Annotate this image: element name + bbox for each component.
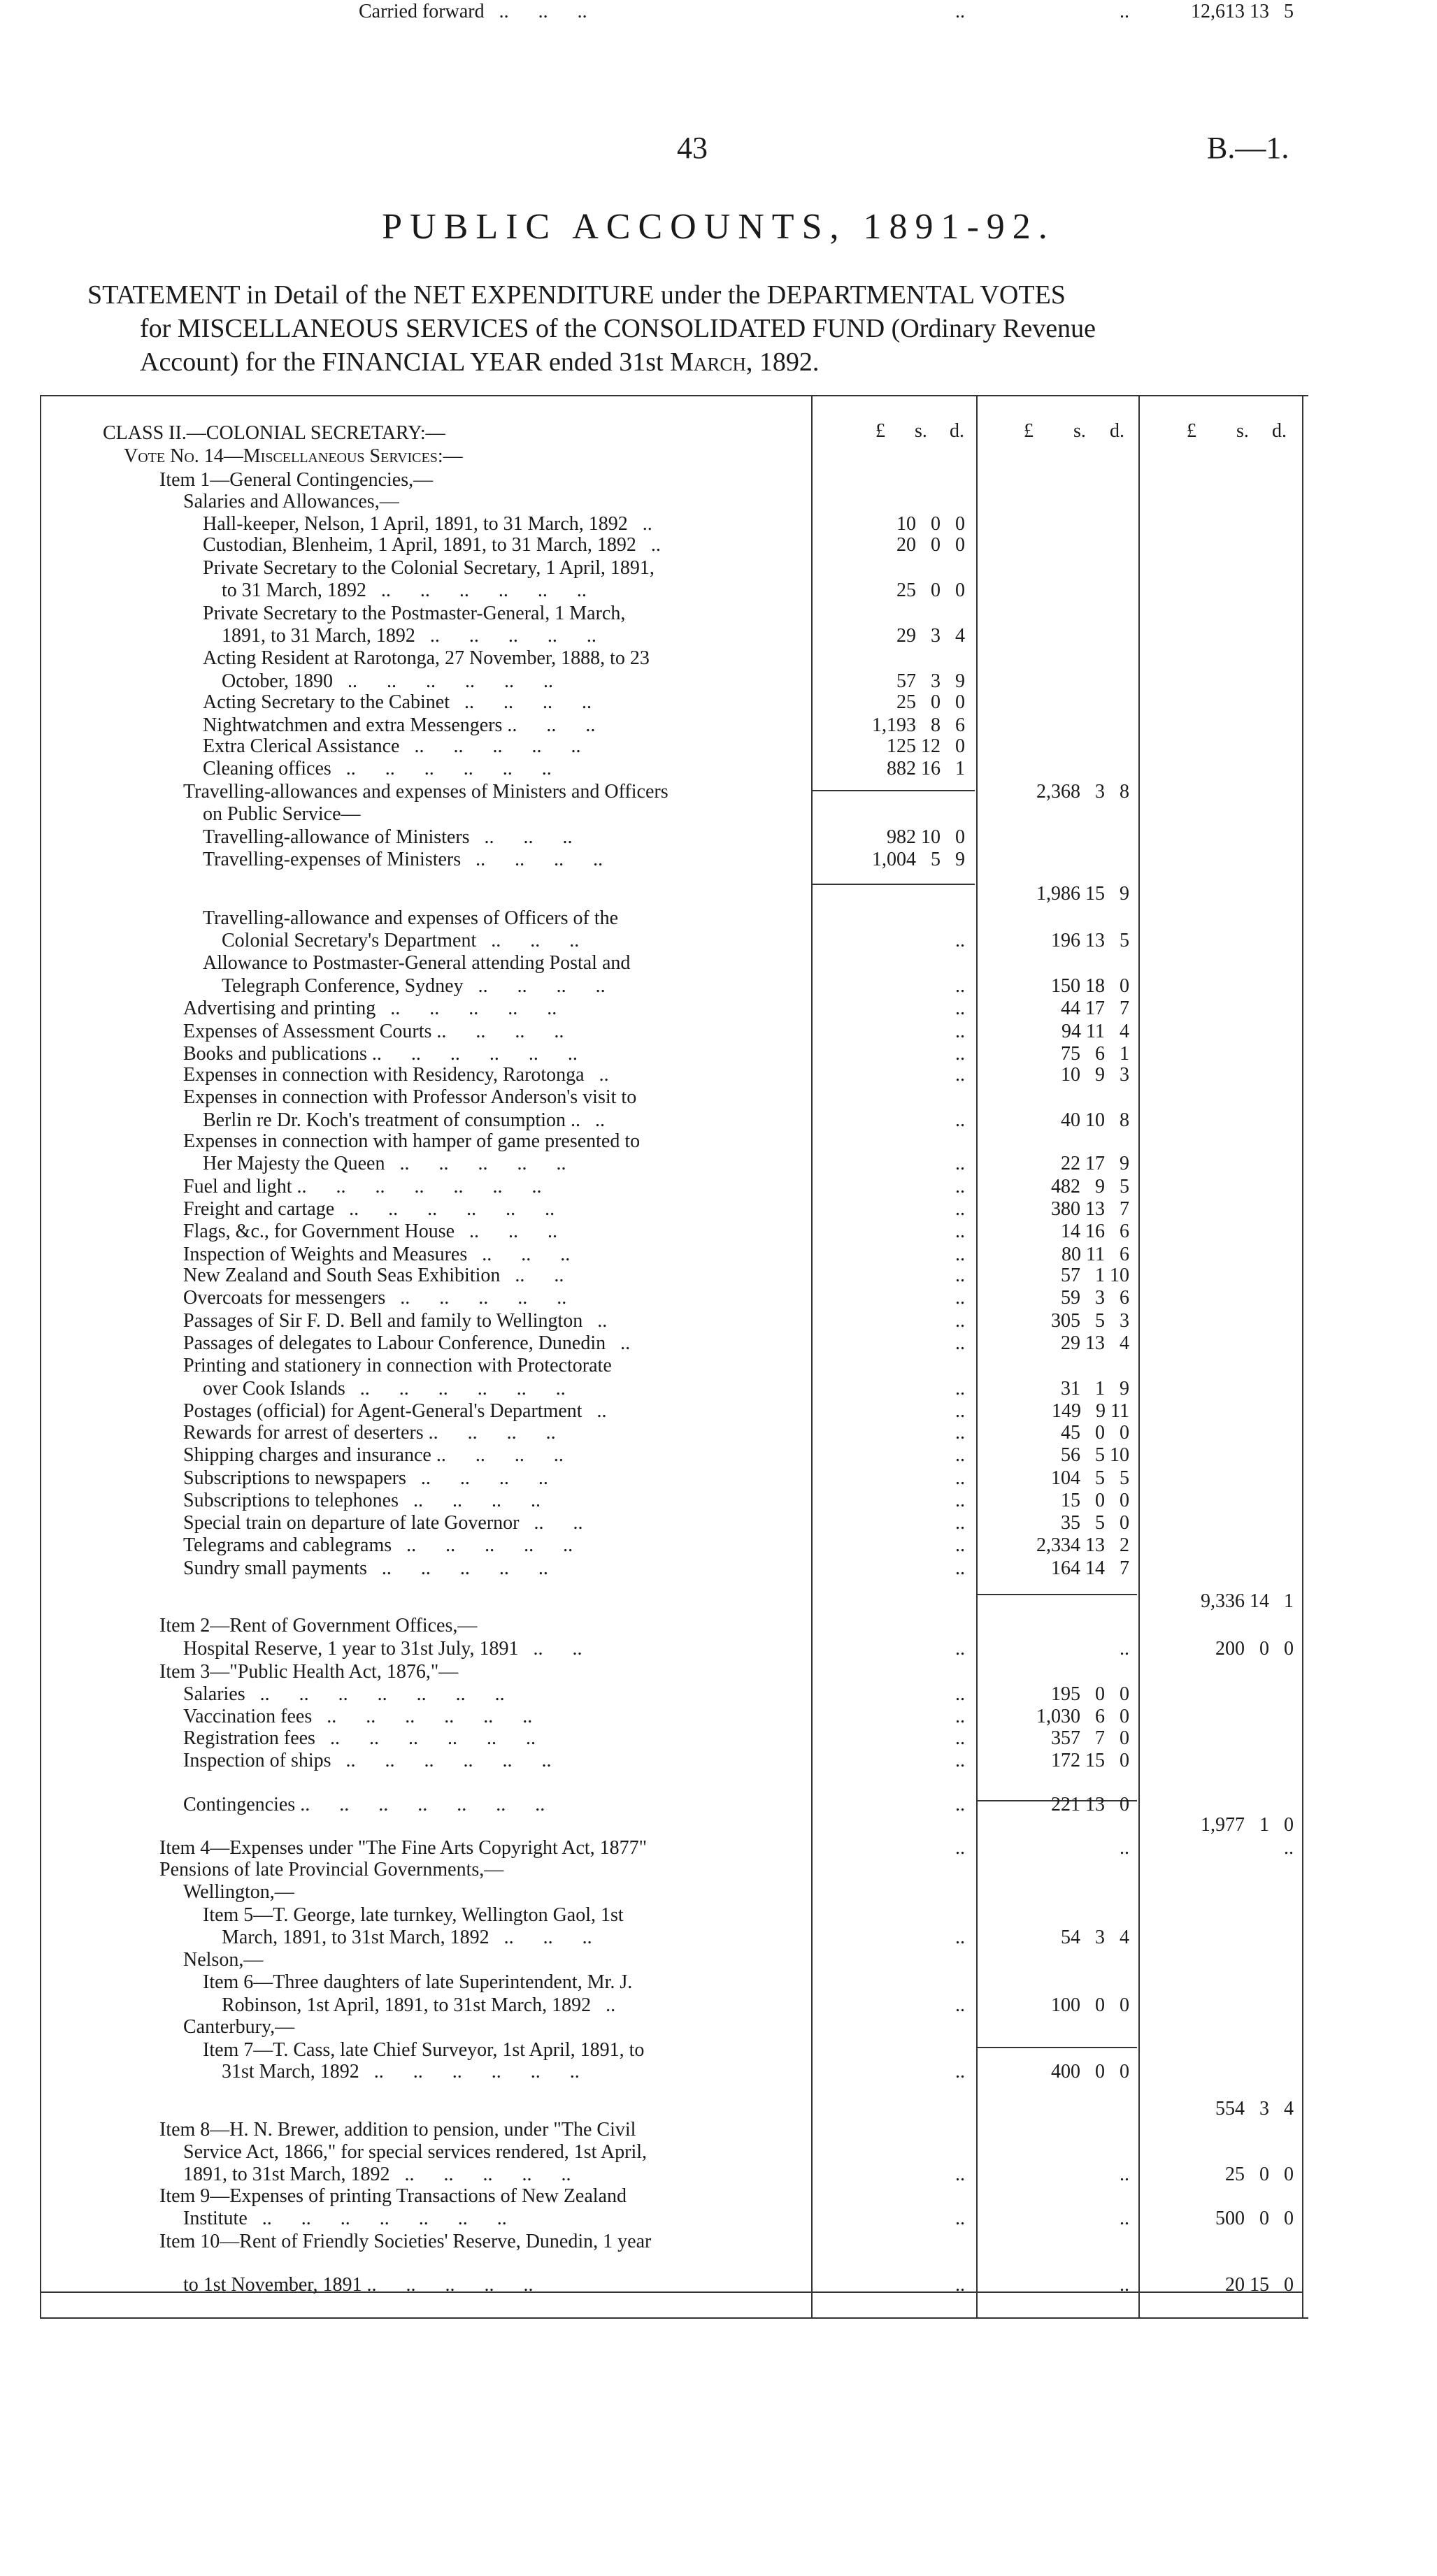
ledger-line <box>0 2015 1437 2038</box>
amount-column-2: 2,334 13 2 <box>1036 1534 1129 1556</box>
ledger-line <box>0 1727 1437 1750</box>
amount-column-2: 14 16 6 <box>1061 1221 1129 1242</box>
line-description: Subscriptions to newspapers .. .. .. .. <box>183 1467 548 1489</box>
line-description: Contingencies .. .. .. .. .. .. .. <box>183 1794 545 1815</box>
amount-column-2: 10 9 3 <box>1061 1064 1129 1086</box>
amount-column-2: 150 18 0 <box>1051 975 1129 997</box>
line-description: Extra Clerical Assistance .. .. .. .. .. <box>203 735 581 757</box>
ledger-line <box>0 997 1437 1020</box>
ledger-line <box>0 1557 1437 1580</box>
subtitle-line-2: for MISCELLANEOUS SERVICES of the CONSOLIDATED FUND (Ordinary Revenue <box>140 314 1096 343</box>
line-description: over Cook Islands .. .. .. .. .. .. <box>203 1378 566 1399</box>
line-description: Canterbury,— <box>183 2016 295 2038</box>
ledger-line <box>0 848 1437 871</box>
amount-column-1: .. <box>955 1400 965 1422</box>
ledger-line <box>0 2060 1437 2083</box>
page-title: PUBLIC ACCOUNTS, 1891-92. <box>382 207 1055 247</box>
line-description: Expenses in connection with Residency, Rarotonga .. <box>183 1064 609 1086</box>
amount-column-1: .. <box>955 1244 965 1265</box>
col2-shilling-header: s. <box>1073 420 1086 442</box>
amount-column-2: 22 17 9 <box>1061 1153 1129 1174</box>
line-description: Service Act, 1866," for special services rendered, 1st April, <box>183 2141 648 2163</box>
ledger-line <box>0 670 1437 693</box>
amount-column-2: 56 5 10 <box>1061 1444 1129 1466</box>
ledger-line <box>0 1467 1437 1490</box>
line-description: Expenses in connection with hamper of game presented to <box>183 1130 641 1152</box>
amount-column-1: .. <box>955 1927 965 1948</box>
amount-column-1: 982 10 0 <box>887 826 965 848</box>
line-description: Wellington,— <box>183 1881 294 1903</box>
ledger-line <box>0 1813 1437 1836</box>
line-description: March, 1891, to 31st March, 1892 .. .. .. <box>222 1927 592 1948</box>
ledger-line <box>0 1858 1437 1881</box>
amount-column-2: 1,030 6 0 <box>1036 1706 1129 1727</box>
line-description: Item 7—T. Cass, late Chief Surveyor, 1st April, 1891, to <box>203 2039 645 2061</box>
amount-column-2: 40 10 8 <box>1061 1109 1129 1131</box>
amount-column-2: 196 13 5 <box>1051 930 1129 951</box>
line-description: Pensions of late Provincial Governments,— <box>159 1859 504 1880</box>
ledger-line <box>0 1286 1437 1309</box>
ledger-line <box>0 1511 1437 1534</box>
ledger-line <box>0 468 1437 491</box>
amount-column-1: .. <box>955 930 965 951</box>
amount-column-2: 35 5 0 <box>1061 1512 1129 1534</box>
line-description: Fuel and light .. .. .. .. .. .. .. <box>183 1176 542 1197</box>
line-description: Expenses of Assessment Courts .. .. .. .. <box>183 1021 564 1042</box>
ledger-line <box>0 1660 1437 1683</box>
line-description: Passages of delegates to Labour Conference, Dunedin .. <box>183 1332 631 1354</box>
amount-column-3: 554 3 4 <box>1215 2098 1294 2120</box>
amount-column-2: 80 11 6 <box>1061 1244 1129 1265</box>
line-description: Item 9—Expenses of printing Transactions of New Zealand <box>159 2185 627 2207</box>
line-description: Travelling-allowance of Ministers .. .. .. <box>203 826 573 848</box>
col3-shilling-header: s. <box>1236 420 1249 442</box>
amount-column-1: .. <box>955 1310 965 1332</box>
amount-column-3: 9,336 14 1 <box>1201 1590 1294 1612</box>
line-description: Printing and stationery in connection with Protectorate <box>183 1355 612 1376</box>
amount-column-3: 20 15 0 <box>1225 2274 1294 2296</box>
ledger-line <box>0 1683 1437 1706</box>
ledger-line <box>0 1971 1437 1994</box>
ledger-line <box>0 1042 1437 1065</box>
line-description: Allowance to Postmaster-General attending Postal and <box>203 952 631 974</box>
ledger-line <box>0 2185 1437 2208</box>
amount-column-1: .. <box>955 1153 965 1174</box>
ledger-line <box>0 1705 1437 1728</box>
line-description: Robinson, 1st April, 1891, to 31st March, 1892 .. <box>222 1994 616 2016</box>
amount-column-1: .. <box>955 1 965 22</box>
amount-column-2: .. <box>1120 2208 1129 2229</box>
amount-column-1: 57 3 9 <box>896 670 965 692</box>
line-description: Travelling-expenses of Ministers .. .. .. .. <box>203 849 603 870</box>
ledger-line <box>0 2273 1437 2296</box>
ledger-line <box>0 602 1437 625</box>
line-description: on Public Service— <box>203 803 361 825</box>
amount-column-3: 500 0 0 <box>1215 2208 1294 2229</box>
line-description: Overcoats for messengers .. .. .. .. .. <box>183 1287 567 1309</box>
amount-column-3: 25 0 0 <box>1225 2164 1294 2185</box>
amount-column-2: 29 13 4 <box>1061 1332 1129 1354</box>
amount-column-1: 10 0 0 <box>896 513 965 535</box>
amount-column-2: 44 17 7 <box>1061 998 1129 1019</box>
line-description: CLASS II.—COLONIAL SECRETARY:— <box>103 422 445 444</box>
line-description: Item 10—Rent of Friendly Societies' Reserve, Dunedin, 1 year <box>159 2231 652 2252</box>
line-description: 1891, to 31 March, 1892 .. .. .. .. .. <box>222 625 596 647</box>
line-description: Telegraph Conference, Sydney .. .. .. .. <box>222 975 606 997</box>
document-reference: B.—1. <box>1207 131 1289 165</box>
amount-column-2: .. <box>1120 2274 1129 2296</box>
line-description: Item 2—Rent of Government Offices,— <box>159 1615 478 1636</box>
amount-column-2: 57 1 10 <box>1061 1265 1129 1286</box>
ledger-line <box>0 826 1437 849</box>
line-description: Flags, &c., for Government House .. .. .. <box>183 1221 558 1242</box>
ledger-line <box>0 1534 1437 1557</box>
amount-column-1: .. <box>955 1021 965 1042</box>
ledger-line <box>0 1590 1437 1613</box>
amount-column-2: 195 0 0 <box>1051 1683 1129 1705</box>
line-description: Registration fees .. .. .. .. .. .. <box>183 1727 536 1749</box>
amount-column-2: 482 9 5 <box>1051 1176 1129 1197</box>
amount-column-1: .. <box>955 1287 965 1309</box>
amount-column-1: .. <box>955 2164 965 2185</box>
ledger-line <box>0 929 1437 952</box>
line-description: Acting Resident at Rarotonga, 27 November, 1888, to 23 <box>203 647 650 669</box>
amount-column-2: 305 5 3 <box>1051 1310 1129 1332</box>
ledger-line <box>0 624 1437 647</box>
amount-column-1: .. <box>955 975 965 997</box>
ledger-line <box>0 907 1437 930</box>
line-description: Her Majesty the Queen .. .. .. .. .. <box>203 1153 566 1174</box>
subtitle-line-3-end: , 1892. <box>745 347 820 377</box>
amount-column-2: .. <box>1120 1638 1129 1660</box>
ledger-line <box>0 1086 1437 1109</box>
amount-column-1: 25 0 0 <box>896 580 965 601</box>
amount-column-1: .. <box>955 2274 965 2296</box>
line-description: Subscriptions to telephones .. .. .. .. <box>183 1490 541 1511</box>
amount-column-2: 75 6 1 <box>1061 1043 1129 1065</box>
line-description: Hospital Reserve, 1 year to 31st July, 1891 .. .. <box>183 1638 582 1660</box>
ledger-line <box>0 1904 1437 1927</box>
line-description: Custodian, Blenheim, 1 April, 1891, to 31 March, 1892 .. <box>203 534 661 556</box>
line-description: Cleaning offices .. .. .. .. .. .. <box>203 758 552 779</box>
ledger-line <box>0 882 1437 905</box>
ledger-line <box>0 714 1437 737</box>
line-description: Private Secretary to the Colonial Secretary, 1 April, 1891, <box>203 557 655 579</box>
line-description: Vote No. 14—Miscellaneous Services:— <box>124 445 463 467</box>
page-number: 43 <box>677 131 708 165</box>
subtitle-line-1: STATEMENT in Detail of the NET EXPENDITURE under the DEPARTMENTAL VOTES <box>87 280 1066 310</box>
ledger-line <box>0 556 1437 580</box>
ledger-line <box>0 974 1437 998</box>
ledger-line <box>0 512 1437 535</box>
ledger-line <box>0 1377 1437 1400</box>
amount-column-1: .. <box>955 1727 965 1749</box>
amount-column-2: 357 7 0 <box>1051 1727 1129 1749</box>
ledger-line <box>0 2038 1437 2061</box>
ledger-line <box>0 1020 1437 1043</box>
ledger-line <box>0 0 1437 23</box>
line-description: 1891, to 31st March, 1892 .. .. .. .. .. <box>183 2164 571 2185</box>
amount-column-1: .. <box>955 2061 965 2082</box>
line-description: Acting Secretary to the Cabinet .. .. .. .. <box>203 691 592 713</box>
amount-column-1: 1,004 5 9 <box>872 849 965 870</box>
amount-column-1: 125 12 0 <box>887 735 965 757</box>
ledger-line <box>0 1264 1437 1287</box>
col3-pence-header: d. <box>1272 420 1287 442</box>
line-description: Advertising and printing .. .. .. .. .. <box>183 998 557 1019</box>
ledger-line <box>0 2140 1437 2164</box>
amount-column-1: .. <box>955 1534 965 1556</box>
line-description: Berlin re Dr. Koch's treatment of consumption .. .. <box>203 1109 606 1131</box>
amount-column-1: .. <box>955 1837 965 1859</box>
amount-column-1: .. <box>955 1994 965 2016</box>
line-description: Sundry small payments .. .. .. .. .. <box>183 1557 548 1579</box>
line-description: Postages (official) for Agent-General's Department .. <box>183 1400 607 1422</box>
amount-column-3: 12,613 13 5 <box>1191 1 1294 22</box>
ledger-line <box>0 533 1437 556</box>
ledger-line <box>0 445 1437 468</box>
subtitle-line-3 <box>87 345 1315 379</box>
ledger-line <box>0 1175 1437 1198</box>
ledger-line <box>0 1749 1437 1772</box>
line-description: Inspection of Weights and Measures .. .. .. <box>183 1244 571 1265</box>
ledger-line <box>0 1130 1437 1153</box>
line-description: Item 6—Three daughters of late Superintendent, Mr. J. <box>203 1971 633 1993</box>
col3-pound-header: £ <box>1187 420 1196 442</box>
amount-column-1: .. <box>955 998 965 1019</box>
ledger-line <box>0 1880 1437 1904</box>
ledger-line <box>0 2230 1437 2253</box>
amount-column-2: 149 9 11 <box>1052 1400 1129 1422</box>
ledger-line <box>0 1948 1437 1971</box>
line-description: to 1st November, 1891 .. .. .. .. .. <box>183 2274 534 2296</box>
amount-column-1: 1,193 8 6 <box>872 714 965 736</box>
ledger-line <box>0 1399 1437 1423</box>
amount-column-1: 29 3 4 <box>896 625 965 647</box>
line-description: October, 1890 .. .. .. .. .. .. <box>222 670 554 692</box>
amount-column-1: .. <box>955 1444 965 1466</box>
line-description: Private Secretary to the Postmaster-General, 1 March, <box>203 603 626 624</box>
ledger-line <box>0 2163 1437 2186</box>
ledger-line <box>0 1197 1437 1221</box>
ledger-line <box>0 757 1437 780</box>
line-description: Item 4—Expenses under "The Fine Arts Copyright Act, 1877" <box>159 1837 648 1859</box>
ledger-line <box>0 579 1437 602</box>
amount-column-1: .. <box>955 1750 965 1771</box>
ledger-line <box>0 1152 1437 1175</box>
amount-column-1: .. <box>955 1198 965 1220</box>
ledger-line <box>0 1637 1437 1660</box>
ledger-line <box>0 1354 1437 1377</box>
line-description: Books and publications .. .. .. .. .. .. <box>183 1043 578 1065</box>
amount-column-1: .. <box>955 1422 965 1444</box>
col1-shilling-header: s. <box>915 420 927 442</box>
line-description: Passages of Sir F. D. Bell and family to Wellington .. <box>183 1310 608 1332</box>
statement-subtitle <box>87 278 1315 379</box>
ledger-line <box>0 1489 1437 1512</box>
line-description: to 31 March, 1892 .. .. .. .. .. .. <box>222 580 587 601</box>
amount-column-1: .. <box>955 1557 965 1579</box>
amount-column-1: .. <box>955 1221 965 1242</box>
line-description: Colonial Secretary's Department .. .. .. <box>222 930 580 951</box>
ledger-line <box>0 735 1437 758</box>
ledger-line <box>0 490 1437 513</box>
ledger-line <box>0 1836 1437 1859</box>
line-description: 31st March, 1892 .. .. .. .. .. .. <box>222 2061 580 2082</box>
amount-column-2: .. <box>1120 1 1129 22</box>
line-description: Nightwatchmen and extra Messengers .. .. .. <box>203 714 596 736</box>
line-description: Expenses in connection with Professor Anderson's visit to <box>183 1086 637 1108</box>
amount-column-2: .. <box>1120 1837 1129 1859</box>
ledger-line <box>0 803 1437 826</box>
amount-column-1: .. <box>955 2208 965 2229</box>
line-description: Item 1—General Contingencies,— <box>159 469 434 491</box>
amount-column-2: 45 0 0 <box>1061 1422 1129 1444</box>
line-description: Salaries and Allowances,— <box>183 491 399 512</box>
col2-pound-header: £ <box>1024 420 1034 442</box>
amount-column-1: 20 0 0 <box>896 534 965 556</box>
col1-pound-header: £ <box>875 420 885 442</box>
ledger-line <box>0 1926 1437 1949</box>
amount-column-1: .. <box>955 1794 965 1815</box>
amount-column-2: 15 0 0 <box>1061 1490 1129 1511</box>
subtitle-line-3-text: Account) for the FINANCIAL YEAR ended 31st <box>140 347 671 377</box>
amount-column-2: 59 3 6 <box>1061 1287 1129 1309</box>
amount-column-2: 400 0 0 <box>1051 2061 1129 2082</box>
amount-column-2: 380 13 7 <box>1051 1198 1129 1220</box>
ledger-line <box>0 951 1437 974</box>
amount-column-1: .. <box>955 1683 965 1705</box>
amount-column-2: 2,368 3 8 <box>1036 781 1129 803</box>
amount-column-1: .. <box>955 1490 965 1511</box>
amount-column-2: 172 15 0 <box>1051 1750 1129 1771</box>
line-description: Travelling-allowance and expenses of Officers of the <box>203 907 619 929</box>
line-description: Item 5—T. George, late turnkey, Wellington Gaol, 1st <box>203 1904 624 1926</box>
ledger-line <box>0 1309 1437 1332</box>
line-description: Special train on departure of late Governor .. .. <box>183 1512 583 1534</box>
amount-column-1: .. <box>955 1706 965 1727</box>
amount-column-2: 31 1 9 <box>1061 1378 1129 1399</box>
line-description: Institute .. .. .. .. .. .. .. <box>183 2208 507 2229</box>
subtitle-month: March <box>670 347 746 377</box>
line-description: Hall-keeper, Nelson, 1 April, 1891, to 31 March, 1892 .. <box>203 513 652 535</box>
line-description: Shipping charges and insurance .. .. .. .. <box>183 1444 564 1466</box>
line-description: Carried forward .. .. .. <box>359 1 587 22</box>
line-description: Item 3—"Public Health Act, 1876,"— <box>159 1661 459 1683</box>
amount-column-2: 100 0 0 <box>1051 1994 1129 2016</box>
line-description: Item 8—H. N. Brewer, addition to pension, under "The Civil <box>159 2119 636 2140</box>
ledger-line <box>0 1243 1437 1266</box>
ledger-line <box>0 1063 1437 1086</box>
amount-column-1: .. <box>955 1638 965 1660</box>
ledger-line <box>0 1332 1437 1355</box>
amount-column-2: 104 5 5 <box>1051 1467 1129 1489</box>
amount-column-1: .. <box>955 1512 965 1534</box>
ledger-line <box>0 1444 1437 1467</box>
amount-column-3: .. <box>1284 1837 1294 1859</box>
ledger-line <box>0 2097 1437 2120</box>
amount-column-2: 1,986 15 9 <box>1036 883 1129 905</box>
amount-column-2: 54 3 4 <box>1061 1927 1129 1948</box>
line-description: Travelling-allowances and expenses of Ministers and Officers <box>183 781 669 803</box>
amount-column-2: 221 13 0 <box>1051 1794 1129 1815</box>
ledger-line <box>0 780 1437 803</box>
ledger-line <box>0 2118 1437 2141</box>
amount-column-1: .. <box>955 1043 965 1065</box>
amount-column-1: 882 16 1 <box>887 758 965 779</box>
amount-column-1: .. <box>955 1378 965 1399</box>
ledger-line <box>0 1109 1437 1132</box>
line-description: Rewards for arrest of deserters .. .. .. .. <box>183 1422 556 1444</box>
amount-column-1: .. <box>955 1109 965 1131</box>
amount-column-1: .. <box>955 1332 965 1354</box>
line-description: Vaccination fees .. .. .. .. .. .. <box>183 1706 533 1727</box>
line-description: Inspection of ships .. .. .. .. .. .. <box>183 1750 552 1771</box>
amount-column-1: .. <box>955 1176 965 1197</box>
ledger-line <box>0 1614 1437 1637</box>
amount-column-1: .. <box>955 1467 965 1489</box>
amount-column-1: .. <box>955 1064 965 1086</box>
line-description: New Zealand and South Seas Exhibition .. .. <box>183 1265 564 1286</box>
amount-column-2: 164 14 7 <box>1051 1557 1129 1579</box>
col1-pence-header: d. <box>950 420 964 442</box>
amount-column-3: 200 0 0 <box>1215 1638 1294 1660</box>
ledger-line <box>0 2207 1437 2230</box>
ledger-line <box>0 1220 1437 1243</box>
line-description: Freight and cartage .. .. .. .. .. .. <box>183 1198 555 1220</box>
ledger-line <box>0 691 1437 714</box>
col2-pence-header: d. <box>1110 420 1124 442</box>
amount-column-1: .. <box>955 1265 965 1286</box>
line-description: Nelson,— <box>183 1949 264 1971</box>
ledger-line <box>0 1994 1437 2017</box>
line-description: Salaries .. .. .. .. .. .. .. <box>183 1683 505 1705</box>
line-description: Telegrams and cablegrams .. .. .. .. .. <box>183 1534 573 1556</box>
ledger-line <box>0 647 1437 670</box>
ledger-line <box>0 1421 1437 1444</box>
amount-column-2: .. <box>1120 2164 1129 2185</box>
amount-column-3: 1,977 1 0 <box>1201 1814 1294 1836</box>
ledger-line <box>0 422 1437 445</box>
amount-column-2: 94 11 4 <box>1061 1021 1129 1042</box>
amount-column-1: 25 0 0 <box>896 691 965 713</box>
